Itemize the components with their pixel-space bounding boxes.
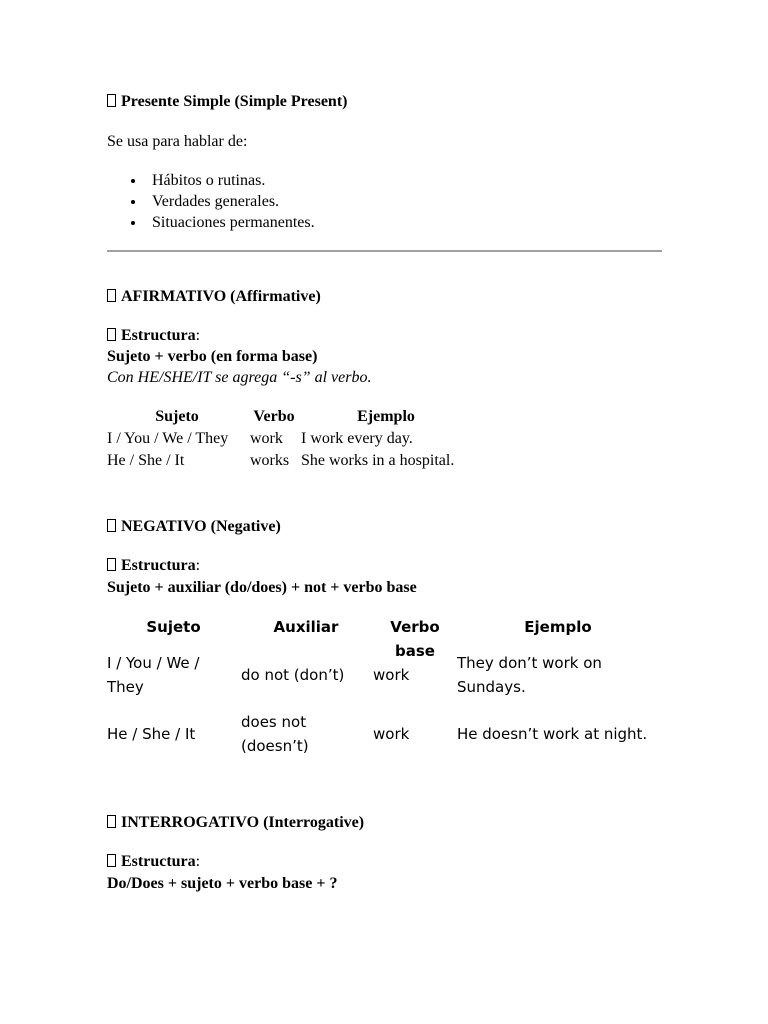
uses-list [107, 170, 667, 233]
table-row [107, 428, 474, 450]
table-cell: He / She / It [107, 452, 185, 469]
table-row [107, 450, 474, 472]
column-header: Verbo [253, 408, 295, 425]
affirmative-table [107, 406, 474, 472]
negative-estructura: Estructura: [107, 555, 200, 576]
column-header: Ejemplo [357, 408, 415, 425]
column-header: Ejemplo [524, 618, 592, 636]
column-header: Verbo base [390, 618, 440, 660]
title-text: Presente Simple (Simple Present) [121, 93, 348, 110]
missing-glyph-icon [107, 289, 116, 302]
missing-glyph-icon [107, 328, 116, 341]
table-cell: I / You / We / They [107, 654, 200, 696]
missing-glyph-icon [107, 519, 116, 532]
table-cell: work [373, 725, 410, 743]
affirmative-note: Con HE/SHE/IT se agrega “-s” al verbo. [107, 369, 372, 386]
missing-glyph-icon [107, 94, 116, 107]
affirmative-formula: Sujeto + verbo (en forma base) [107, 348, 318, 365]
column-header: Sujeto [146, 618, 201, 636]
table-cell: I / You / We / They [107, 430, 229, 447]
table-cell: work [373, 666, 410, 684]
interrogative-heading: INTERROGATIVO (Interrogative) [107, 812, 364, 833]
table-header-row [107, 406, 474, 428]
negative-heading: NEGATIVO (Negative) [107, 516, 281, 537]
interrogative-formula: Do/Does + sujeto + verbo base + ? [107, 875, 338, 892]
horizontal-divider [107, 250, 662, 252]
list-item: Hábitos o rutinas. [107, 170, 667, 191]
section-title [107, 91, 347, 112]
affirmative-estructura: Estructura: [107, 325, 200, 346]
table-cell: She works in a hospital. [301, 452, 455, 469]
table-cell: He / She / It [107, 725, 196, 743]
affirmative-heading: AFIRMATIVO (Affirmative) [107, 286, 321, 307]
negative-formula: Sujeto + auxiliar (do/does) + not + verbo base [107, 579, 417, 596]
table-cell: work [250, 430, 283, 447]
column-header: Auxiliar [273, 618, 339, 636]
intro-text: Se usa para hablar de: [107, 133, 248, 150]
missing-glyph-icon [107, 558, 116, 571]
table-cell: I work every day. [301, 430, 413, 447]
interrogative-estructura: Estructura: [107, 851, 200, 872]
table-cell: works [250, 452, 290, 469]
column-header: Sujeto [155, 408, 199, 425]
list-item: Verdades generales. [107, 191, 667, 212]
table-cell: does not (doesn’t) [241, 713, 309, 755]
missing-glyph-icon [107, 854, 116, 867]
list-item: Situaciones permanentes. [107, 212, 667, 233]
table-cell: do not (don’t) [241, 666, 345, 684]
table-cell: They don’t work on Sundays. [457, 654, 602, 696]
table-cell: He doesn’t work at night. [457, 725, 648, 743]
missing-glyph-icon [107, 815, 116, 828]
